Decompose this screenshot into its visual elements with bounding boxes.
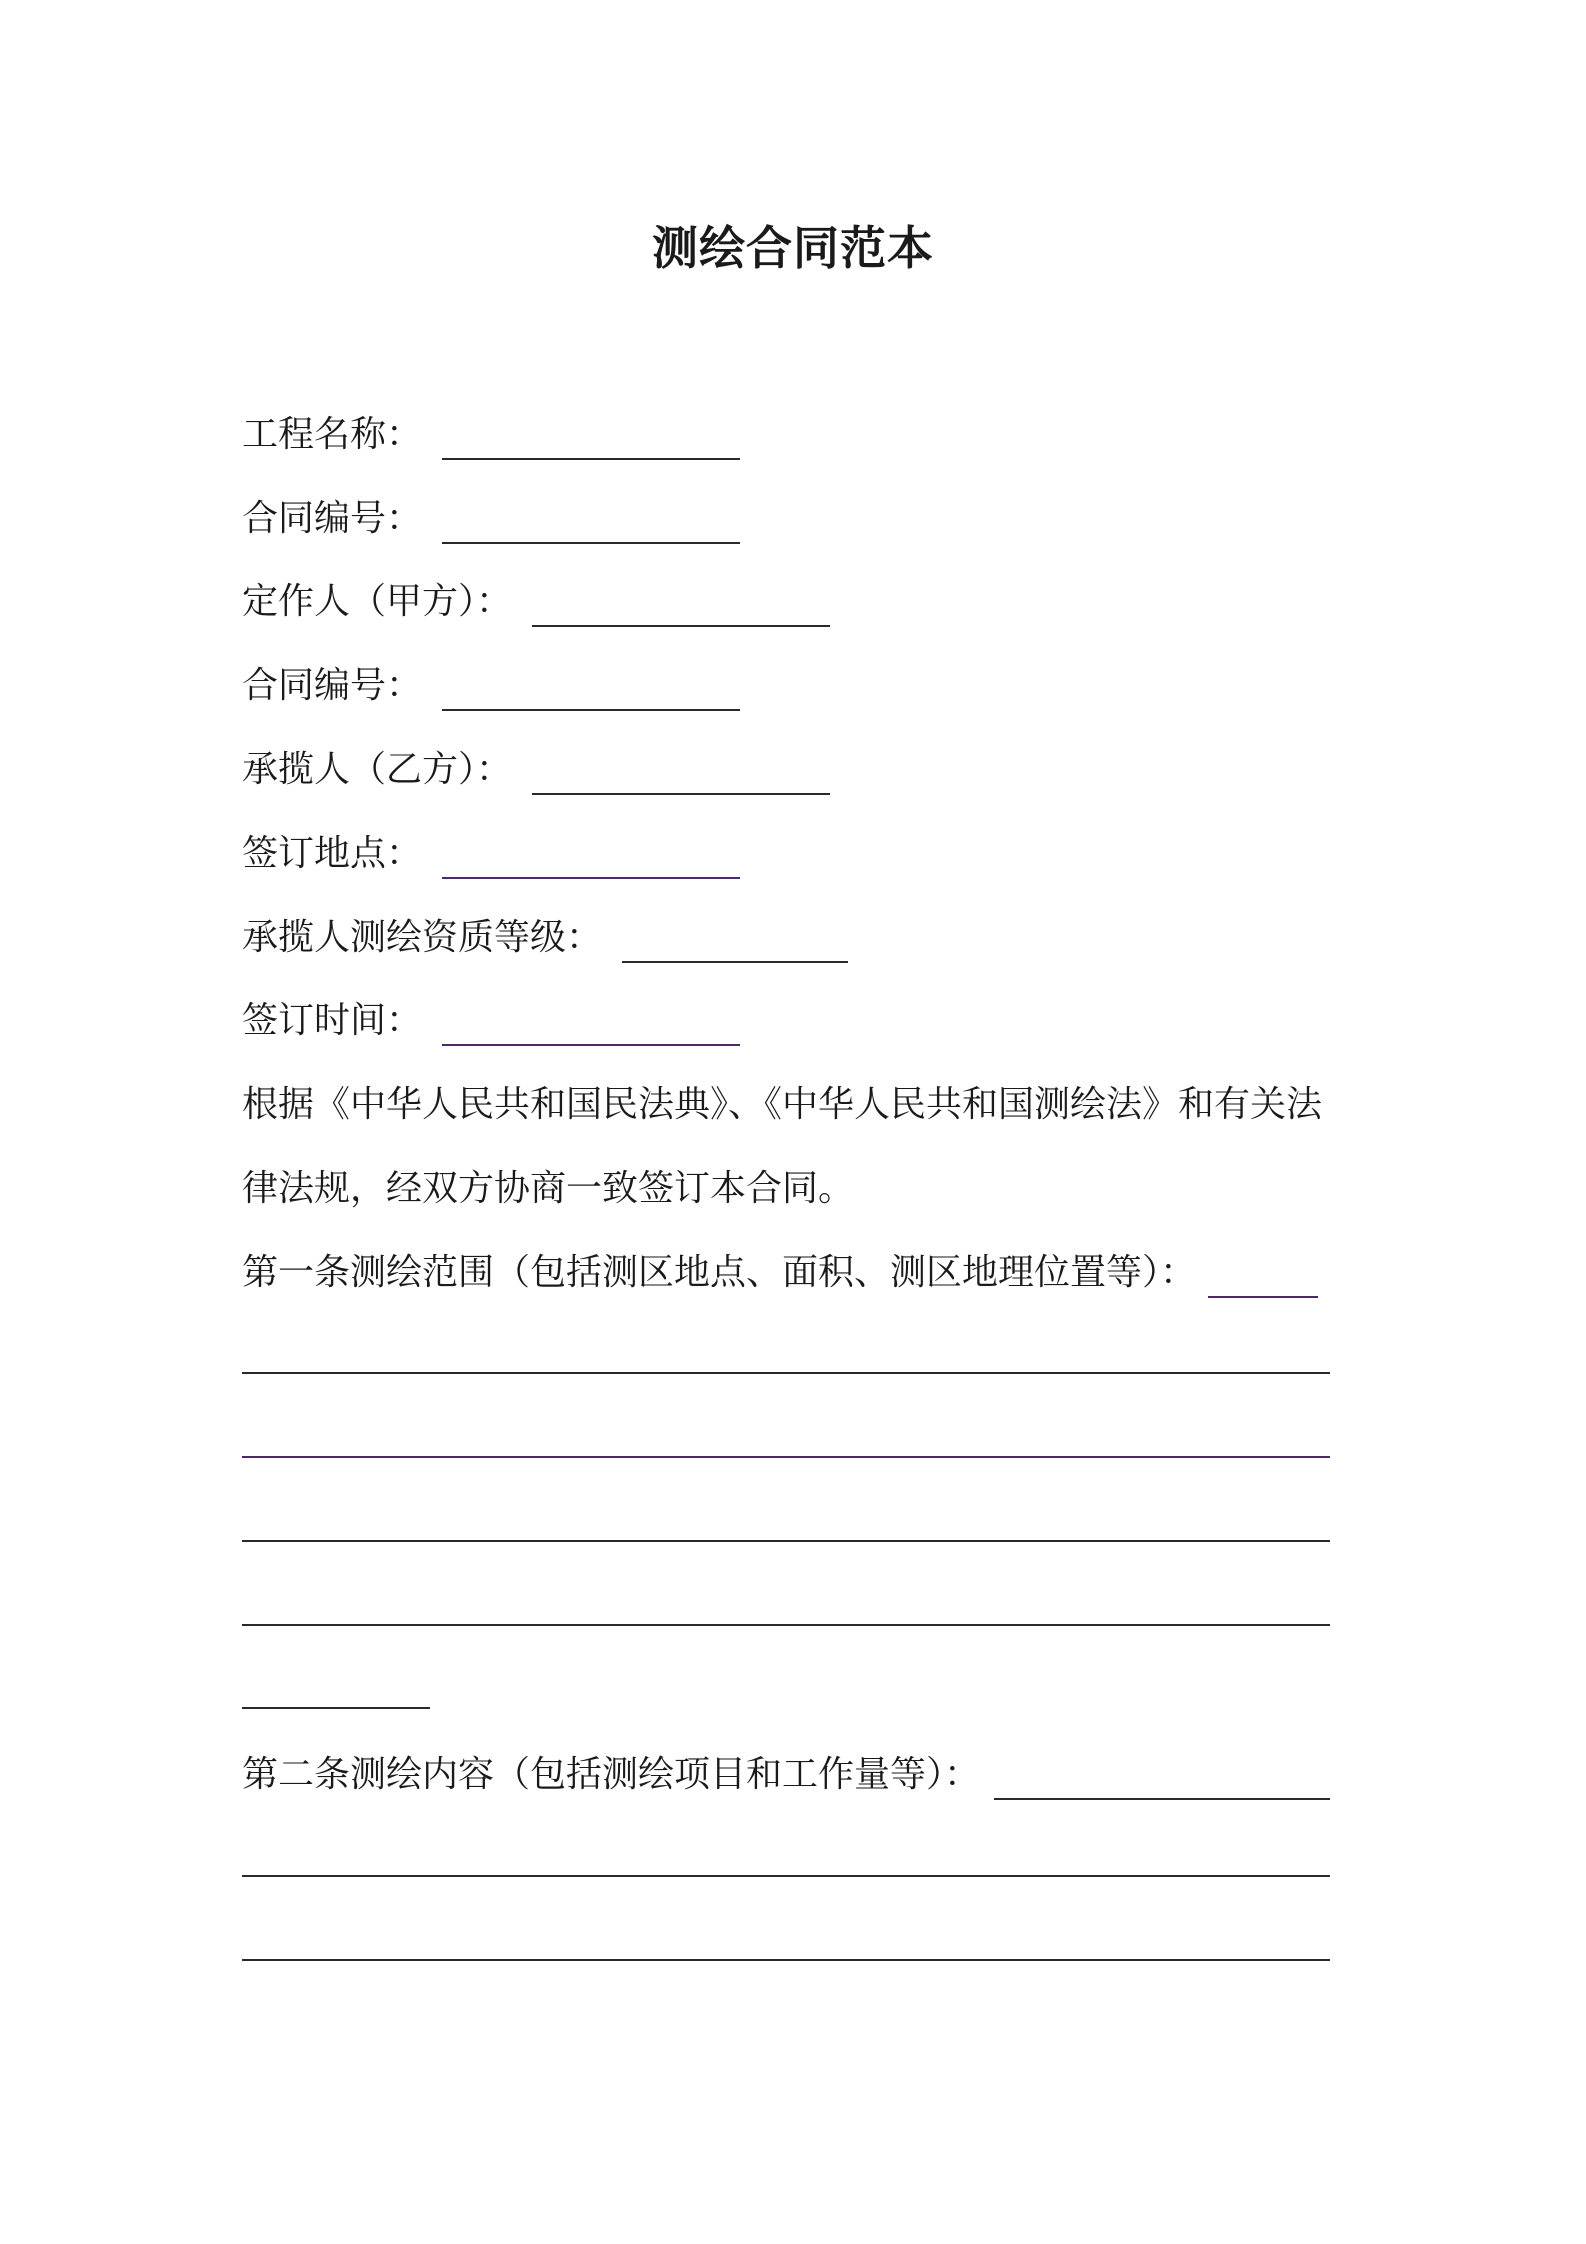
field-label: 定作人（甲方）：: [242, 581, 513, 622]
blank-line: [442, 669, 740, 711]
blank-line: [622, 921, 848, 963]
field-label: 承揽人测绘资质等级：: [242, 917, 603, 958]
field-label: 签订时间：: [242, 1000, 423, 1041]
blank-line: [442, 502, 740, 544]
field-label: 承揽人（乙方）：: [242, 749, 513, 790]
blank-rule: [242, 1540, 1330, 1542]
article-label: 第二条测绘内容（包括测绘项目和工作量等）：: [242, 1754, 981, 1795]
field-label: 签订地点：: [242, 833, 423, 874]
article-1-heading: [242, 1248, 1318, 1298]
field-project-name: [242, 410, 740, 460]
field-label: 合同编号：: [242, 665, 423, 706]
field-signing-place: [242, 829, 740, 879]
preamble-line-2: 律法规，经双方协商一致签订本合同。: [242, 1168, 855, 1209]
blank-rule: [242, 1959, 1330, 1961]
blank-line: [994, 1758, 1330, 1800]
field-contract-no-1: [242, 494, 740, 544]
field-label: 工程名称：: [242, 414, 423, 455]
field-signing-time: [242, 996, 740, 1046]
blank-rule: [242, 1372, 1330, 1374]
document-title: 测绘合同范本: [652, 221, 934, 275]
field-qualification: [242, 913, 848, 963]
article-2-heading: [242, 1750, 1330, 1800]
blank-line: [532, 585, 830, 627]
blank-line: [442, 837, 740, 879]
blank-line: [442, 418, 740, 460]
blank-rule: [242, 1875, 1330, 1877]
blank-line: [442, 1004, 740, 1046]
field-contractor: [242, 745, 830, 795]
blank-line: [1208, 1256, 1318, 1298]
blank-rule: [242, 1707, 430, 1709]
blank-line: [532, 753, 830, 795]
field-client: [242, 577, 830, 627]
field-label: 合同编号：: [242, 498, 423, 539]
article-label: 第一条测绘范围（包括测区地点、面积、测区地理位置等）：: [242, 1252, 1197, 1293]
preamble-line-1: 根据《中华人民共和国民法典》、《中华人民共和国测绘法》和有关法: [242, 1084, 1323, 1125]
blank-rule: [242, 1624, 1330, 1626]
blank-rule: [242, 1456, 1330, 1458]
field-contract-no-2: [242, 661, 740, 711]
